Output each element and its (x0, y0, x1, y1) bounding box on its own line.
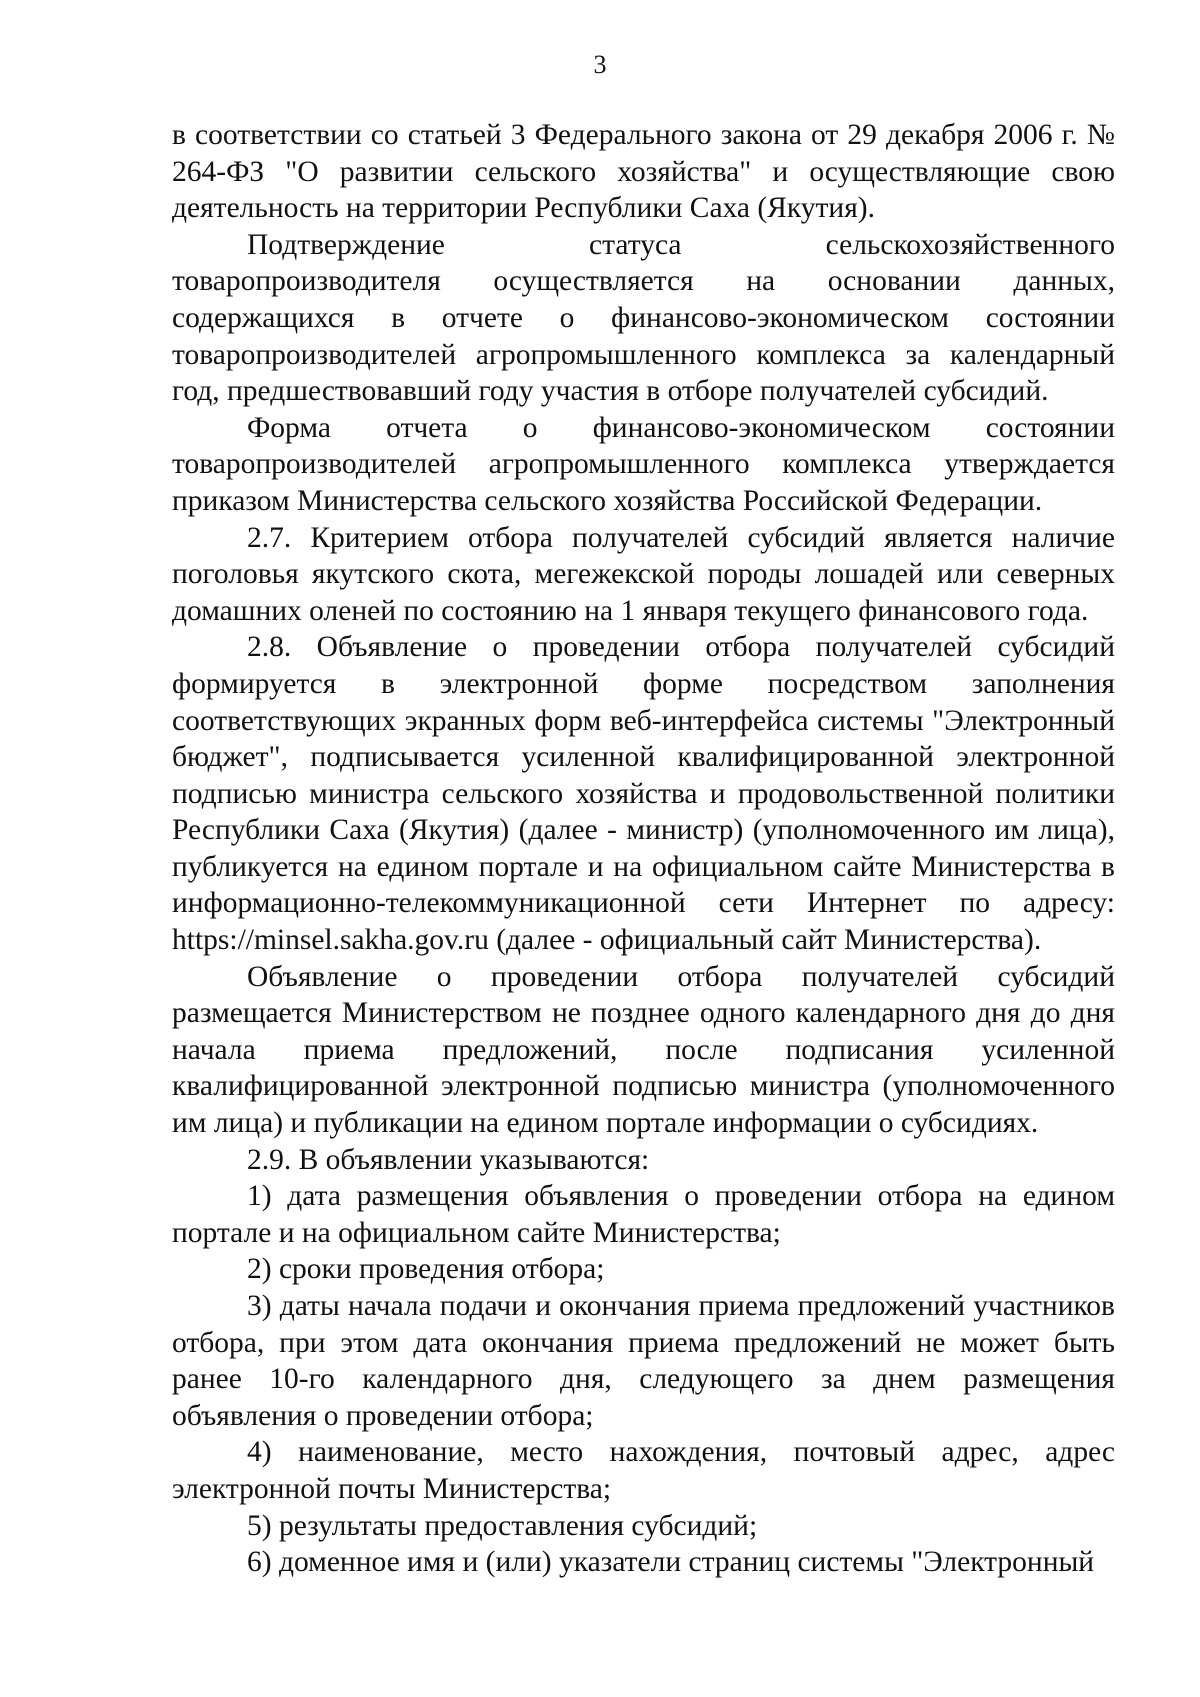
list-item-4: 4) наименование, место нахождения, почтовый адрес, адрес электронной почты Министерства; (172, 1436, 1115, 1505)
list-item-3: 3) даты начала подачи и окончания приема предложений участников отбора, при этом дата окончания приема предложений не может быть ранее 10-го календарного дня, следующего за днем размещения объявления о проведении отбора; (172, 1290, 1115, 1432)
document-body (172, 117, 1115, 1581)
list-item-6: 6) доменное имя и (или) указатели страниц системы "Электронный (247, 1546, 1095, 1579)
list-item-2: 2) сроки проведения отбора; (247, 1253, 605, 1286)
paragraph-2-7-criterion: 2.7. Критерием отбора получателей субсидий является наличие поголовья якутского скота, мегежекской породы лошадей или северных домашних оленей по состоянию на 1 января текущего финансового года. (172, 521, 1115, 627)
paragraph-2-9-heading: 2.9. В объявлении указываются: (247, 1143, 650, 1176)
list-item-5: 5) результаты предоставления субсидий; (247, 1509, 758, 1542)
paragraph-status-confirmation: Подтверждение статуса сельскохозяйственного товаропроизводителя осуществляется на основании данных, содержащихся в отчете о финансово-экономическом состоянии товаропроизводителей агропромышленного комплекса за календарный год, предшествовавший году участия в отборе получателей субсидий. (172, 228, 1115, 408)
list-item-1: 1) дата размещения объявления о проведении отбора на едином портале и на официальном сайте Министерства; (172, 1180, 1115, 1249)
paragraph-report-form: Форма отчета о финансово-экономическом состоянии товаропроизводителей агропромышленного комплекса утверждается приказом Министерства сельского хозяйства Российской Федерации. (172, 411, 1115, 517)
paragraph-2-8-announcement: 2.8. Объявление о проведении отбора получателей субсидий формируется в электронной форме посредством заполнения соответствующих экранных форм веб-интерфейса системы "Электронный бюджет", подписывается усиленной квалифицированной электронной подписью министра сельского хозяйства и продовольственной политики Республики Саха (Якутия) (далее - министр) (уполномоченного им лица), публикуется на едином портале и на официальном сайте Министерства в информационно-телекоммуникационной сети Интернет по адресу: https://minsel.sakha.gov.ru (далее - официальный сайт Министерства). (172, 631, 1115, 957)
page-number: 3 (593, 50, 607, 79)
paragraph-continuation: в соответствии со статьей 3 Федерального закона от 29 декабря 2006 г. № 264-ФЗ "О развитии сельского хозяйства" и осуществляющие свою деятельность на территории Республики Саха (Якутия). (172, 119, 1115, 225)
paragraph-announcement-placement: Объявление о проведении отбора получателей субсидий размещается Министерством не позднее одного календарного дня до дня начала приема предложений, после подписания усиленной квалифицированной электронной подписью министра (уполномоченного им лица) и публикации на едином портале информации о субсидиях. (172, 960, 1115, 1140)
